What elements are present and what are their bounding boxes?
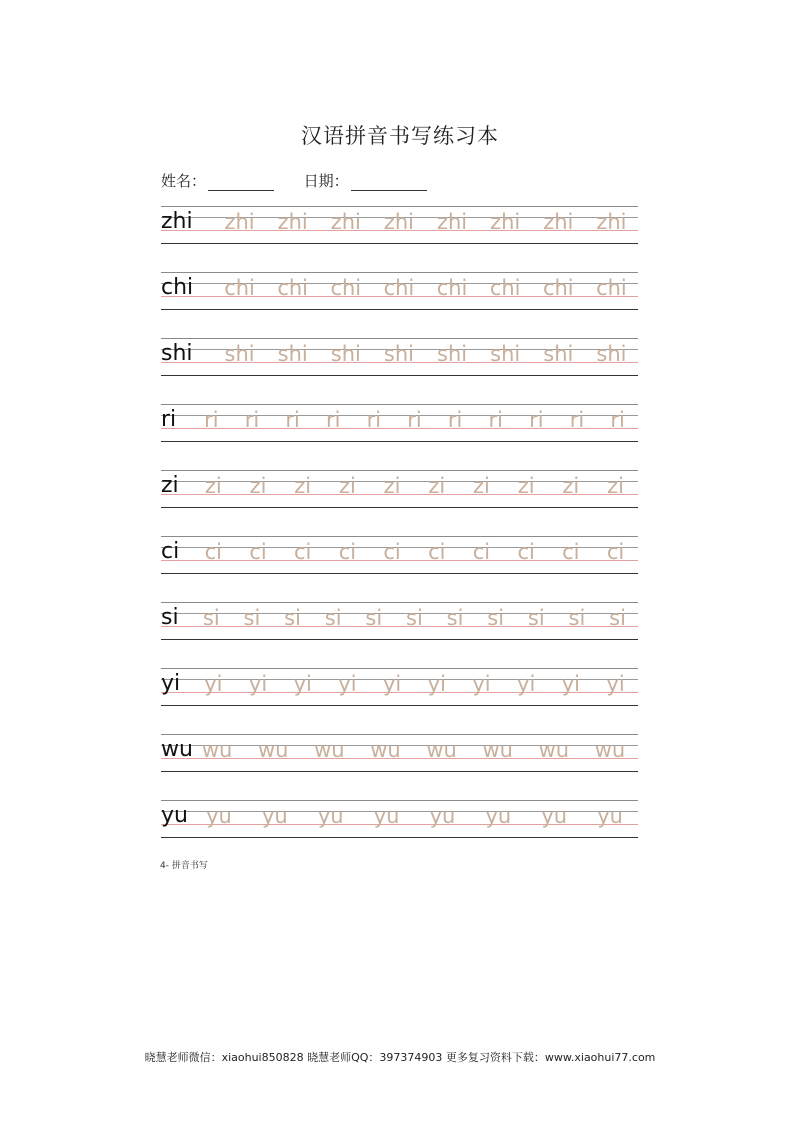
trace-syllable: shi xyxy=(383,342,414,366)
trace-syllable: yi xyxy=(517,672,536,696)
trace-syllable: zi xyxy=(607,474,624,498)
trace-syllable: chi xyxy=(436,276,468,300)
syllable-label: ri xyxy=(161,407,177,432)
ruling-line xyxy=(161,375,638,376)
trace-syllable: zhi xyxy=(543,210,574,234)
ruling-line xyxy=(161,837,638,838)
trace-syllable: yi xyxy=(204,672,223,696)
trace-syllable: wu xyxy=(482,738,513,762)
trace-syllable: ri xyxy=(447,408,463,432)
ruling-line xyxy=(161,338,638,339)
trace-syllable: shi xyxy=(224,342,255,366)
trace-syllable: ci xyxy=(338,540,357,564)
trace-syllable: yi xyxy=(561,672,580,696)
trace-syllable: shi xyxy=(437,342,468,366)
trace-syllable: wu xyxy=(370,738,401,762)
practice-row xyxy=(161,536,638,602)
practice-row xyxy=(161,800,638,866)
trace-syllable: zi xyxy=(562,474,580,498)
trace-syllable: si xyxy=(487,606,505,630)
trace-syllable: ri xyxy=(204,408,219,432)
trace-syllable: zhi xyxy=(436,210,468,234)
trace-syllable: chi xyxy=(383,276,415,300)
trace-syllable: zhi xyxy=(277,210,308,234)
trace-syllable: ci xyxy=(428,540,446,564)
trace-syllable: zhi xyxy=(383,210,415,234)
ruling-line xyxy=(161,507,638,508)
trace-syllable: yi xyxy=(472,672,491,696)
syllable-label: yu xyxy=(161,803,188,828)
practice-row xyxy=(161,734,638,800)
name-blank[interactable] xyxy=(208,176,274,191)
trace-syllable: shi xyxy=(277,342,308,366)
trace-group xyxy=(161,340,638,370)
trace-syllable: yu xyxy=(485,804,512,828)
ruling-line xyxy=(161,470,638,471)
trace-group xyxy=(161,274,638,304)
header-fields xyxy=(161,170,427,191)
trace-syllable: ci xyxy=(472,540,491,564)
ruling-line xyxy=(161,771,638,772)
ruling-line xyxy=(161,243,638,244)
trace-syllable: yi xyxy=(382,672,402,696)
trace-syllable: yi xyxy=(606,672,625,696)
trace-group xyxy=(161,670,638,700)
ruling-line xyxy=(161,206,638,207)
footer-ad: 晓慧老师微信：xiaohui850828 晓慧老师QQ：397374903 更多复习资料下载：www.xiaohui77.com xyxy=(144,1051,656,1064)
trace-syllable: chi xyxy=(277,276,309,300)
trace-syllable: zi xyxy=(338,474,356,498)
writing-grid xyxy=(161,206,638,866)
trace-syllable: si xyxy=(202,606,220,630)
trace-syllable: ci xyxy=(294,540,312,564)
syllable-label: chi xyxy=(161,275,194,300)
trace-syllable: si xyxy=(284,606,301,630)
practice-row xyxy=(161,206,638,272)
syllable-label: yi xyxy=(161,671,181,696)
trace-syllable: chi xyxy=(596,276,627,300)
trace-syllable: si xyxy=(365,606,383,630)
trace-syllable: ri xyxy=(407,408,422,432)
trace-syllable: yu xyxy=(597,804,623,828)
trace-syllable: zi xyxy=(473,474,490,498)
name-label: 姓名： xyxy=(161,172,207,190)
ruling-line xyxy=(161,404,638,405)
trace-syllable: si xyxy=(527,606,545,630)
trace-syllable: zi xyxy=(383,474,401,498)
trace-syllable: wu xyxy=(201,738,233,762)
trace-syllable: yu xyxy=(373,804,400,828)
syllable-label: wu xyxy=(161,737,193,762)
trace-syllable: wu xyxy=(426,738,457,762)
trace-group xyxy=(161,604,638,634)
ruling-line xyxy=(161,639,638,640)
trace-syllable: zhi xyxy=(224,210,255,234)
trace-syllable: ci xyxy=(517,540,535,564)
ruling-line xyxy=(161,309,638,310)
ruling-line xyxy=(161,536,638,537)
trace-syllable: si xyxy=(243,606,261,630)
page-number: 4- 拼音书写 xyxy=(160,861,208,871)
trace-syllable: yu xyxy=(261,804,288,828)
trace-syllable: wu xyxy=(257,738,289,762)
ruling-line xyxy=(161,705,638,706)
practice-row xyxy=(161,470,638,536)
trace-group xyxy=(161,208,638,238)
trace-syllable: si xyxy=(609,606,626,630)
trace-syllable: zhi xyxy=(330,210,361,234)
trace-syllable: ri xyxy=(325,408,341,432)
trace-syllable: shi xyxy=(330,342,361,366)
trace-syllable: ci xyxy=(562,540,580,564)
trace-syllable: ci xyxy=(606,540,625,564)
trace-syllable: wu xyxy=(594,738,626,762)
trace-syllable: chi xyxy=(224,276,255,300)
trace-group xyxy=(161,736,638,766)
trace-syllable: shi xyxy=(490,342,521,366)
trace-syllable: yu xyxy=(317,804,344,828)
date-blank[interactable] xyxy=(351,176,427,191)
trace-syllable: zi xyxy=(294,474,312,498)
ruling-line xyxy=(161,668,638,669)
trace-syllable: si xyxy=(406,606,423,630)
trace-syllable: ri xyxy=(569,408,585,432)
trace-syllable: si xyxy=(568,606,586,630)
trace-syllable: zi xyxy=(517,474,535,498)
trace-syllable: yu xyxy=(206,804,232,828)
trace-syllable: ri xyxy=(366,408,382,432)
trace-syllable: zi xyxy=(428,474,446,498)
trace-syllable: ri xyxy=(488,408,503,432)
trace-syllable: ri xyxy=(610,408,625,432)
practice-row xyxy=(161,668,638,734)
trace-syllable: ri xyxy=(529,408,544,432)
trace-syllable: chi xyxy=(542,276,574,300)
trace-syllable: yu xyxy=(429,804,456,828)
trace-group xyxy=(161,472,638,502)
trace-syllable: wu xyxy=(538,738,570,762)
ruling-line xyxy=(161,272,638,273)
trace-syllable: ri xyxy=(285,408,300,432)
trace-group xyxy=(161,538,638,568)
ruling-line xyxy=(161,734,638,735)
ruling-line xyxy=(161,573,638,574)
trace-group xyxy=(161,802,638,832)
practice-row xyxy=(161,404,638,470)
trace-syllable: ci xyxy=(383,540,401,564)
trace-syllable: wu xyxy=(314,738,345,762)
practice-row xyxy=(161,272,638,338)
trace-syllable: zhi xyxy=(490,210,521,234)
page-title: 汉语拼音书写练习本 xyxy=(301,124,499,148)
practice-row xyxy=(161,602,638,668)
trace-syllable: shi xyxy=(596,342,627,366)
trace-syllable: si xyxy=(324,606,342,630)
trace-syllable: yi xyxy=(293,672,312,696)
ruling-line xyxy=(161,602,638,603)
ruling-line xyxy=(161,800,638,801)
trace-syllable: yu xyxy=(541,804,568,828)
trace-syllable: ri xyxy=(244,408,260,432)
date-label: 日期： xyxy=(303,172,349,190)
trace-syllable: zi xyxy=(204,474,222,498)
trace-syllable: yi xyxy=(248,672,268,696)
trace-syllable: ci xyxy=(204,540,223,564)
syllable-label: zhi xyxy=(161,209,193,234)
syllable-label: ci xyxy=(161,539,180,564)
trace-syllable: chi xyxy=(330,276,362,300)
trace-syllable: si xyxy=(446,606,464,630)
trace-group xyxy=(161,406,638,436)
trace-syllable: chi xyxy=(489,276,521,300)
syllable-label: shi xyxy=(161,341,193,366)
ruling-line xyxy=(161,441,638,442)
syllable-label: zi xyxy=(161,473,179,498)
practice-row xyxy=(161,338,638,404)
trace-syllable: shi xyxy=(543,342,574,366)
syllable-label: si xyxy=(161,605,179,630)
trace-syllable: yi xyxy=(427,672,446,696)
trace-syllable: ci xyxy=(249,540,267,564)
trace-syllable: yi xyxy=(338,672,357,696)
trace-syllable: zhi xyxy=(596,210,627,234)
trace-syllable: zi xyxy=(249,474,267,498)
